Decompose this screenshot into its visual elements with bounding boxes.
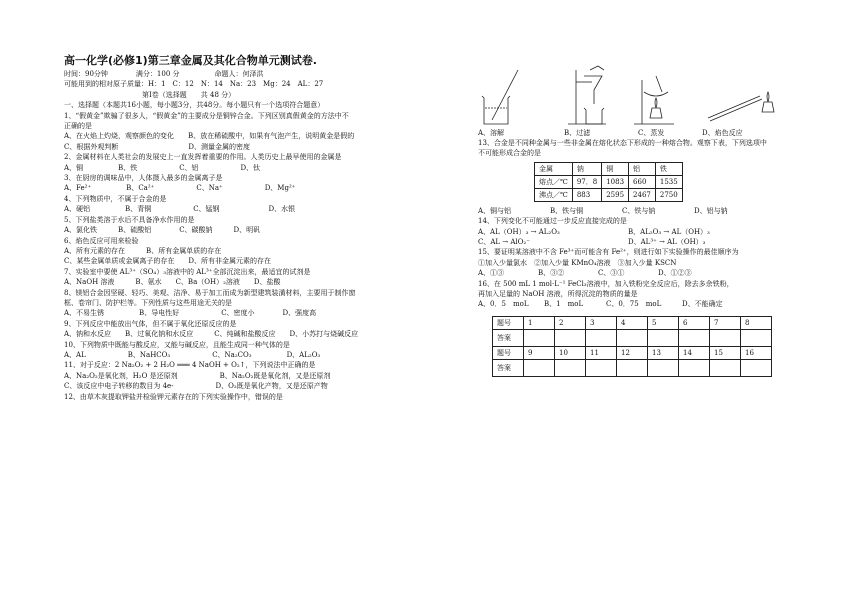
q13-option: D、铝与钠 (694, 206, 728, 215)
question-line: 12、由草木灰提取钾盐并检验钾元素存在的下列实验操作中，错误的是 (64, 392, 283, 401)
question-line: A、铜 B、铁 C、铝 D、钛 (64, 163, 261, 172)
answer-cell[interactable] (524, 359, 555, 376)
q14-options-row1 (478, 227, 798, 237)
table-cell: 2595 (602, 188, 629, 201)
question-number-row (493, 316, 772, 329)
q16-stem: 16、在 500 mL 1 mol·L⁻¹ FeCl₃溶液中，加入铁粉完全反应后，除去多余铁粉， (478, 279, 734, 288)
q15-option: A、①③ (478, 269, 505, 278)
question-number-cell: 7 (710, 316, 741, 329)
q13-stem: 13、合金是不同种金属与一些非金属在熔化状态下形成的一种熔合物。观察下表，下列选项中 (478, 139, 767, 147)
question-number-cell: 14 (679, 346, 710, 359)
question-line: 1、“假黄金”欺骗了很多人，“假黄金”的主要成分是铜锌合金。下列区别真假黄金的方法中不 (64, 111, 349, 120)
question-line: A、在火焰上灼烧，观察颜色的变化 B、放在稀硫酸中，如果有气泡产生，说明黄金是假的 (64, 132, 355, 141)
table-cell: 铝 (629, 162, 656, 175)
q16-stem-2: 再加入足量的 NaOH 溶液，所得沉淀的物质的量是 (478, 290, 638, 299)
q14-option: C、AL → AlO₂⁻ (478, 238, 530, 247)
melting-point-table (534, 162, 683, 202)
q15-steps: ①加入少量氯水 ②加入少量 KMnO₄溶液 ③加入少量 KSCN (478, 258, 677, 267)
table-cell: 沸点／℃ (535, 188, 573, 201)
answer-grid (492, 316, 772, 377)
part-title: 第Ⅰ卷（选择题 共 48 分） (142, 90, 236, 99)
q13-option: C、铁与钠 (622, 206, 656, 215)
question-line: A、不易生锈 B、导电性好 C、密度小 D、强度高 (64, 309, 317, 318)
question-line: A、所有元素的存在 B、所有金属单质的存在 (64, 246, 222, 255)
answer-cell[interactable] (524, 329, 555, 346)
table-cell: 1535 (655, 175, 682, 188)
q14-option: A、AL（OH）₃ → AL₂O₃ (478, 227, 560, 236)
answer-cell[interactable] (741, 359, 772, 376)
table-cell: 660 (629, 175, 656, 188)
q12-option: A、溶解 (478, 129, 505, 137)
q14-stem: 14、下列变化不可能通过一步反应直接完成的是 (478, 217, 627, 226)
question-line: 9、下列反应中能放出气体，但不属于氧化还原反应的是 (64, 319, 237, 328)
question-line: 4、下列物质中，不属于合金的是 (64, 194, 167, 203)
question-line: A、Fe²⁺ B、Ca²⁺ C、Na⁺ D、Mg²⁺ (64, 184, 296, 193)
question-list (64, 111, 436, 402)
exam-title: 高一化学(必修1)第三章金属及其化合物单元测试卷. (64, 54, 317, 67)
q14-options-row2 (478, 237, 798, 247)
table-row (535, 175, 683, 188)
q13-options (478, 206, 798, 216)
table-row (535, 188, 683, 201)
question-line: A、钠和水反应 B、过氧化钠和水反应 C、纯碱和盐酸反应 D、小苏打与烧碱反应 (64, 330, 359, 339)
exam-meta: 时间：90分钟 满分：100 分 命题人：何泽洪 (64, 70, 264, 78)
atomic-masses: 可能用到的相对原子质量：H：1 C：12 N：14 Na：23 Mg：24 AL：27 (64, 80, 324, 89)
grid-label: 答案 (493, 329, 524, 346)
q15-option: D、①②③ (658, 269, 692, 278)
question-line: 8、镁铝合金因坚硬、轻巧、美观、洁净、易于加工而成为新型建筑装潢材料，主要用于制作窗 (64, 288, 356, 297)
question-line: 5、下列盐类溶于水后不具备净水作用的是 (64, 215, 195, 224)
question-line: 11、对于反应：2 Na₂O₂ + 2 H₂O ═══ 4 NaOH + O₂↑，下列说法中正确的是 (64, 361, 316, 370)
question-line: A、NaOH 溶液 B、氨水 C、Ba（OH）₂溶液 D、盐酸 (64, 278, 281, 287)
q14-option: B、AL₂O₃ → AL（OH）₃ (628, 227, 710, 236)
q15-options (478, 268, 798, 278)
q12-option: B、过滤 (564, 129, 591, 137)
q12-option: D、焰色反应 (702, 129, 743, 137)
question-line: A、Na₂O₂是氧化剂，H₂O 是还原剂 B、Na₂O₂既是氧化剂，又是还原剂 (64, 371, 331, 380)
grid-label: 题号 (493, 316, 524, 329)
answer-cell[interactable] (648, 359, 679, 376)
answer-cell[interactable] (679, 329, 710, 346)
question-number-cell: 9 (524, 346, 555, 359)
question-line: A、AL B、NaHCO₃ C、Na₂CO₃ D、AL₂O₃ (64, 350, 321, 359)
q16-option: D、不能确定 (682, 300, 723, 309)
q16-options (478, 299, 798, 309)
table-cell: 金属 (535, 162, 573, 175)
question-number-cell: 10 (555, 346, 586, 359)
q15-option: C、③① (598, 269, 625, 278)
answer-cell[interactable] (617, 359, 648, 376)
question-number-cell: 11 (586, 346, 617, 359)
question-number-row (493, 346, 772, 359)
flame-test-figure (708, 92, 774, 121)
question-number-cell: 5 (648, 316, 679, 329)
grid-label: 答案 (493, 359, 524, 376)
answer-cell[interactable] (648, 329, 679, 346)
table-cell: 铁 (655, 162, 682, 175)
answer-cell[interactable] (710, 329, 741, 346)
answer-cell[interactable] (555, 329, 586, 346)
beaker-dissolve-figure (482, 70, 518, 124)
q15-option: B、③② (538, 269, 565, 278)
table-row (535, 162, 683, 175)
evaporation-figure (634, 76, 674, 124)
table-cell: 2467 (629, 188, 656, 201)
question-number-cell: 16 (741, 346, 772, 359)
lab-apparatus-figure (478, 62, 798, 128)
question-number-cell: 3 (586, 316, 617, 329)
answer-cell[interactable] (710, 359, 741, 376)
answer-cell[interactable] (679, 359, 710, 376)
q12-option: C、蒸发 (638, 129, 665, 137)
table-cell: 883 (572, 188, 601, 201)
q13-stem-2: 不可能形成合金的是 (478, 149, 541, 158)
answer-cell[interactable] (586, 329, 617, 346)
right-column (478, 62, 798, 377)
question-number-cell: 6 (679, 316, 710, 329)
q14-option: D、AL³⁺ → AL（OH）₃ (628, 238, 706, 247)
q12-options (478, 128, 798, 138)
q16-option: B、1 moL (544, 300, 584, 309)
question-line: A、氯化铁 B、硫酸铝 C、碳酸钠 D、明矾 (64, 226, 261, 235)
filtration-figure (568, 66, 606, 124)
table-cell: 铜 (602, 162, 629, 175)
question-line: 10、下列物质中既能与酸反应，又能与碱反应，且能生成同一种气体的是 (64, 340, 290, 349)
q16-option: C、0．75 moL (606, 300, 662, 309)
question-number-cell: 8 (741, 316, 772, 329)
answer-cell[interactable] (617, 329, 648, 346)
answer-cell[interactable] (741, 329, 772, 346)
question-line: 3、在厨房的调味品中，人体摄入最多的金属离子是 (64, 174, 223, 183)
q16-option: A、0．5 moL (478, 300, 529, 309)
answer-row (493, 329, 772, 346)
grid-label: 题号 (493, 346, 524, 359)
question-number-cell: 4 (617, 316, 648, 329)
question-line: A、硬铝 B、青铜 C、锰钢 D、水银 (64, 205, 296, 214)
question-line: 6、焰色反应可用来检验 (64, 236, 139, 245)
section-intro: 一、选择题（本题共16小题，每小题3分，共48分。每小题只有一个选项符合题意） (64, 101, 325, 110)
question-number-cell: 1 (524, 316, 555, 329)
question-line: 2、金属材料在人类社会的发展史上一直发挥着重要的作用。人类历史上最早使用的金属是 (64, 153, 342, 162)
question-number-cell: 2 (555, 316, 586, 329)
answer-cell[interactable] (555, 359, 586, 376)
question-line: 框、卷帘门、防护栏等。下列性质与这些用途无关的是 (64, 298, 232, 307)
table-cell: 熔点／℃ (535, 175, 573, 188)
table-cell: 97．8 (572, 175, 601, 188)
q15-stem: 15、要证明某溶液中不含 Fe³⁺而可能含有 Fe²⁺，则进行如下实验操作的最佳顺序为 (478, 248, 739, 257)
table-cell: 1083 (602, 175, 629, 188)
q13-option: A、铜与铝 (478, 206, 512, 215)
q13-option: B、铁与铜 (550, 206, 584, 215)
answer-row (493, 359, 772, 376)
question-line: C、某些金属单质或金属离子的存在 D、所有非金属元素的存在 (64, 257, 271, 266)
question-line: C、该反应中电子转移的数目为 4e- D、O₂既是氧化产物，又是还原产物 (64, 382, 328, 391)
table-cell: 钠 (572, 162, 601, 175)
question-line: C、根据外观判断 D、测量金属的密度 (64, 142, 250, 151)
question-line: 7、实验室中要使 AL³⁺（SO₄）₃溶液中的 AL³⁺全部沉淀出来，最适宜的试剂是 (64, 267, 311, 276)
table-cell: 2750 (655, 188, 682, 201)
question-number-cell: 13 (648, 346, 679, 359)
question-number-cell: 12 (617, 346, 648, 359)
question-line: 正确的是 (64, 122, 92, 131)
question-number-cell: 15 (710, 346, 741, 359)
left-column (64, 54, 436, 402)
q12-figures (478, 62, 798, 128)
answer-cell[interactable] (586, 359, 617, 376)
